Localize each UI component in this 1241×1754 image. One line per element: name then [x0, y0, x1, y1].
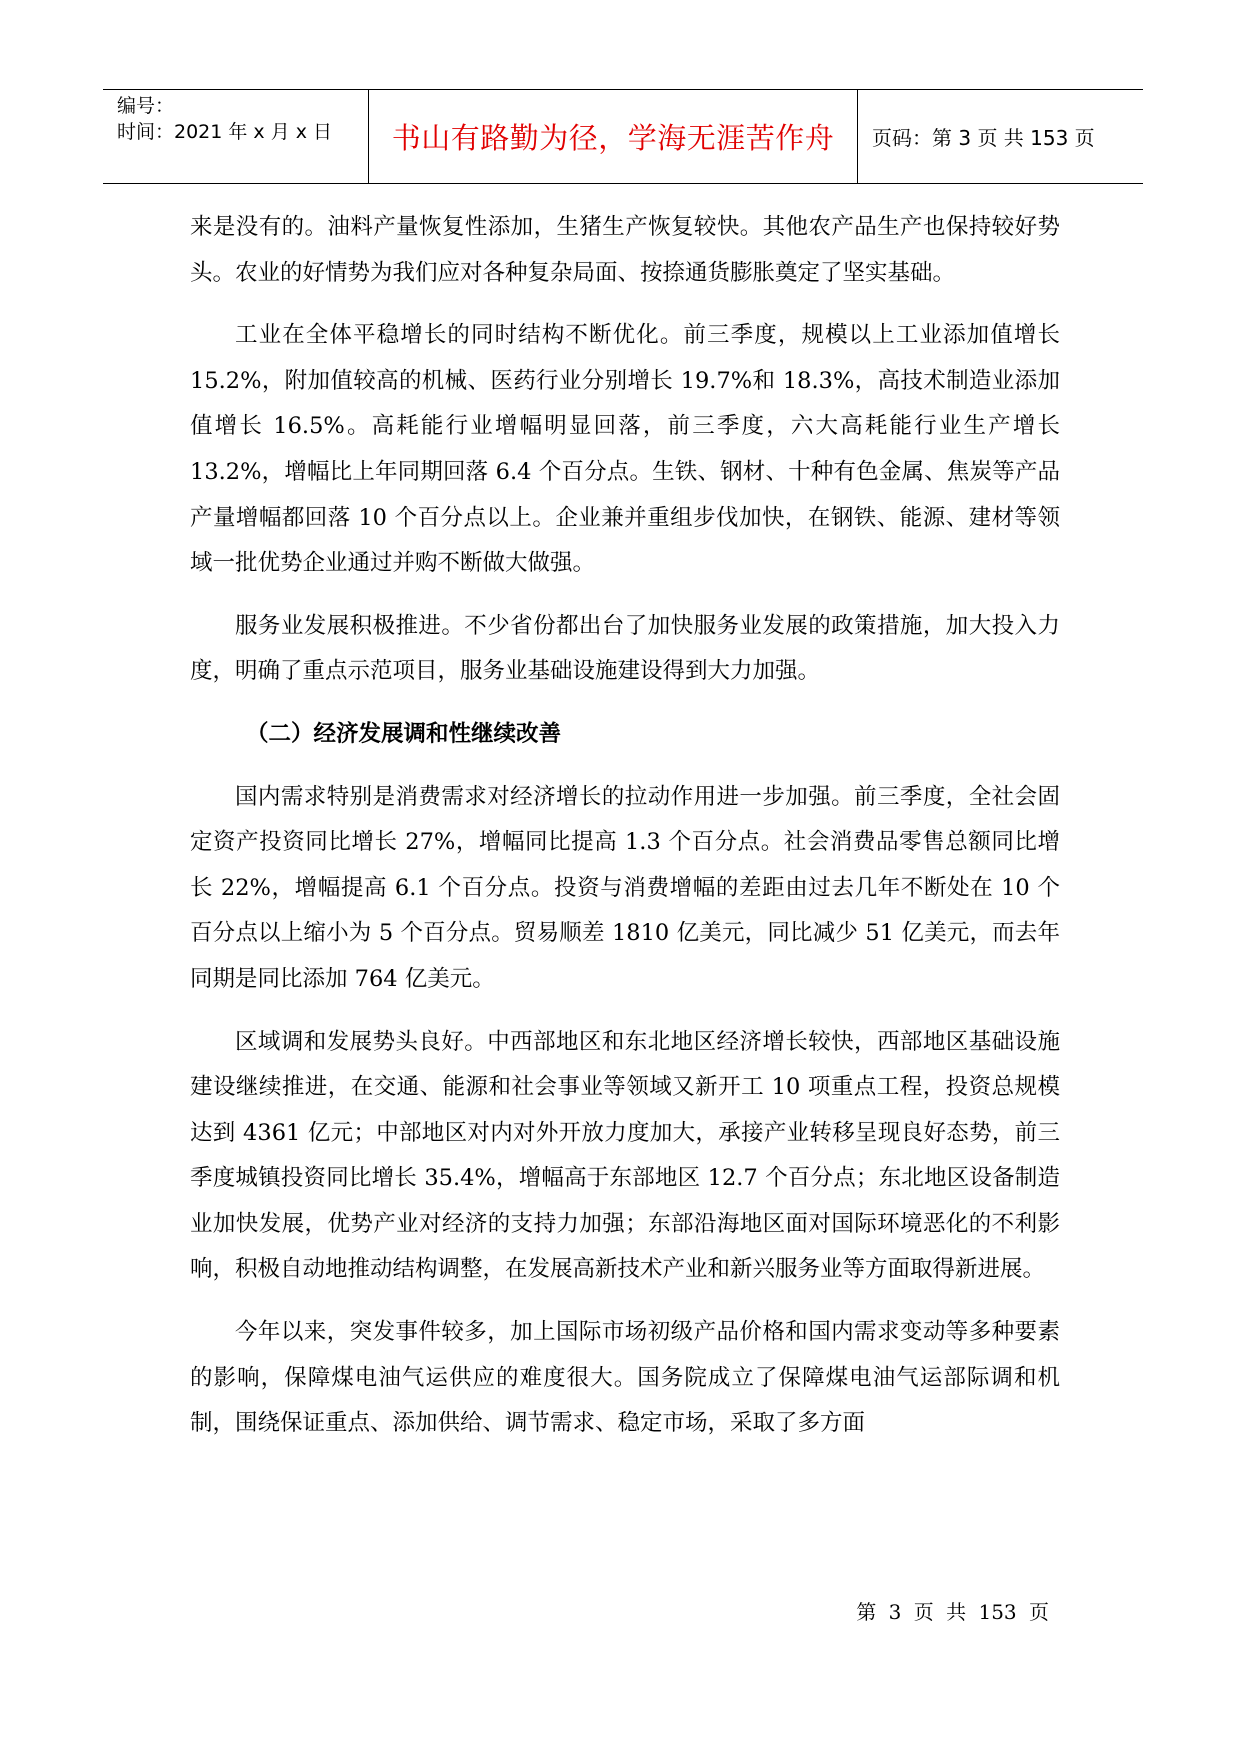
paragraph-services: 服务业发展积极推进。不少省份都出台了加快服务业发展的政策措施，加大投入力度，明确了重点示范项目，服务业基础设施建设得到大力加强。: [190, 612, 1060, 685]
section-heading: （二）经济发展调和性继续改善: [246, 720, 562, 747]
document-number-label: 编号：: [117, 95, 175, 117]
paragraph-demand: 国内需求特别是消费需求对经济增长的拉动作用进一步加强。前三季度，全社会固定资产投资同比增长 27%，增幅同比提高 1.3 个百分点。社会消费品零售总额同比增长 22%，增幅提高 6.1 个百分点。投资与消费增幅的差距由过去几年不断处在 10 个百分点以上缩小为 5 个百分点。贸易顺差 1810 亿美元，同比减少 51 亿美元，而去年同期是同比添加 764 亿美元。: [190, 783, 1060, 992]
header-page-cell: [858, 90, 1143, 183]
document-body: [190, 205, 1060, 1447]
header-page-code: 页码：第 3 页 共 153 页: [872, 126, 1095, 150]
paragraph-industry: 工业在全体平稳增长的同时结构不断优化。前三季度，规模以上工业添加值增长 15.2%，附加值较高的机械、医药行业分别增长 19.7%和 18.3%，高技术制造业添加值增长 16.5%。高耗能行业增幅明显回落，前三季度，六大高耗能行业生产增长 13.2%，增幅比上年同期回落 6.4 个百分点。生铁、钢材、十种有色金属、焦炭等产品产量增幅都回落 10 个百分点以上。企业兼并重组步伐加快，在钢铁、能源、建材等领域一批优势企业通过并购不断做大做强。: [190, 322, 1060, 577]
paragraph-regional: 区域调和发展势头良好。中西部地区和东北地区经济增长较快，西部地区基础设施建设继续推进，在交通、能源和社会事业等领域又新开工 10 项重点工程，投资总规模达到 4361 亿元；中部地区对内对外开放力度加大，承接产业转移呈现良好态势，前三季度城镇投资同比增长 35.4%，增幅高于东部地区 12.7 个百分点；东北地区设备制造业加快发展，优势产业对经济的支持力加强；东部沿海地区面对国际环境恶化的不利影响，积极自动地推动结构调整，在发展高新技术产业和新兴服务业等方面取得新进展。: [190, 1028, 1060, 1283]
header-motto: 书山有路勤为径，学海无涯苦作舟: [391, 121, 835, 155]
document-time-label: 时间：2021 年 x 月 x 日: [117, 121, 333, 143]
header-meta-cell: [103, 90, 369, 183]
paragraph-supply: 今年以来，突发事件较多，加上国际市场初级产品价格和国内需求变动等多种要素的影响，保障煤电油气运供应的难度很大。国务院成立了保障煤电油气运部际调和机制，围绕保证重点、添加供给、调节需求、稳定市场，采取了多方面: [190, 1319, 1060, 1437]
page-footer: 第 3 页 共 153 页: [856, 1600, 1049, 1624]
header-motto-cell: [369, 90, 858, 183]
page-header: [103, 89, 1143, 184]
paragraph-agriculture-cont: 来是没有的。油料产量恢复性添加，生猪生产恢复较快。其他农产品生产也保持较好势头。农业的好情势为我们应对各种复杂局面、按捺通货膨胀奠定了坚实基础。: [190, 214, 1060, 286]
